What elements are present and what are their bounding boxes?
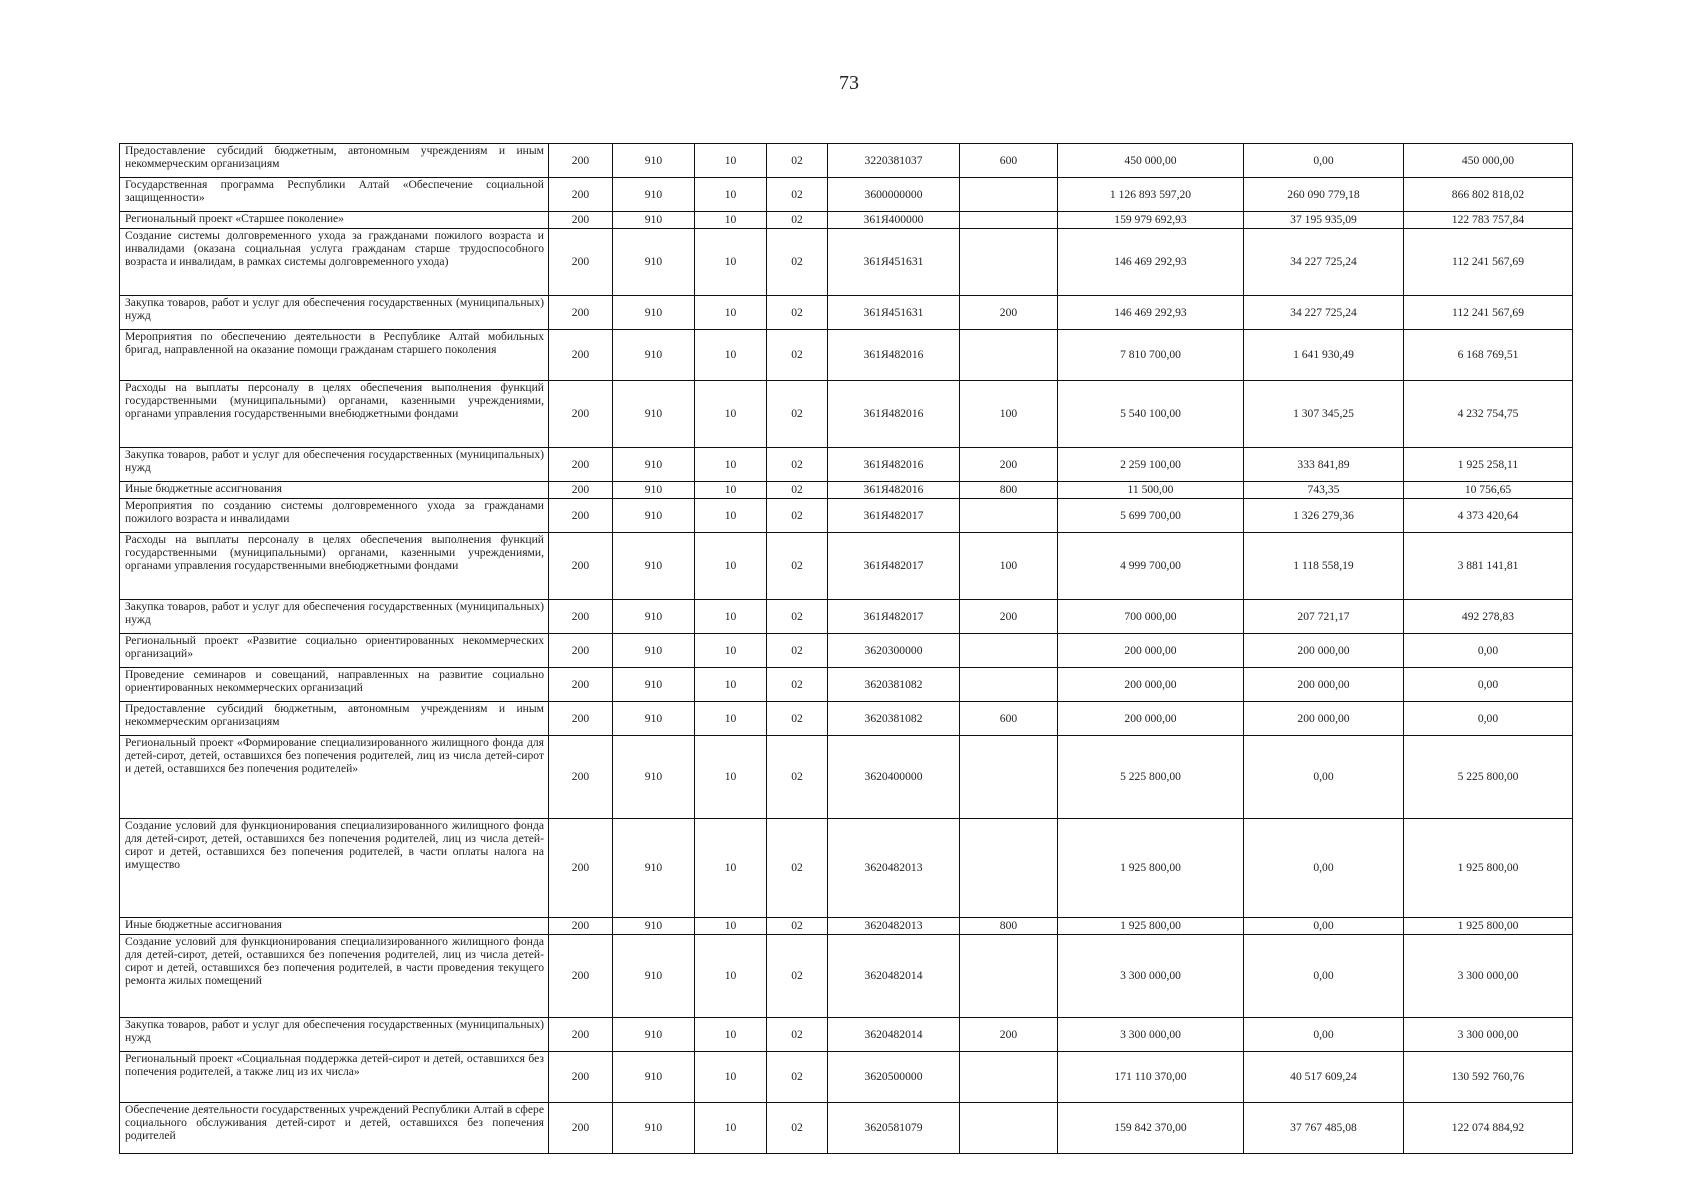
table-row bbox=[120, 482, 1573, 499]
table-row bbox=[120, 296, 1573, 330]
cell-rz: 10 bbox=[695, 600, 767, 634]
cell-csr: 361Я451631 bbox=[828, 296, 960, 330]
cell-vr bbox=[960, 736, 1058, 819]
table-row bbox=[120, 702, 1573, 736]
cell-plan: 5 225 800,00 bbox=[1058, 736, 1244, 819]
cell-exec: 0,00 bbox=[1244, 1018, 1404, 1052]
cell-name: Предоставление субсидий бюджетным, автономным учреждениям и иным некоммерческим организациям bbox=[120, 702, 549, 736]
cell-grbs: 910 bbox=[613, 212, 695, 229]
cell-pr: 02 bbox=[767, 918, 828, 935]
cell-rest: 130 592 760,76 bbox=[1404, 1052, 1573, 1103]
cell-ved: 200 bbox=[549, 600, 613, 634]
cell-vr bbox=[960, 229, 1058, 296]
cell-grbs: 910 bbox=[613, 600, 695, 634]
cell-name: Мероприятия по созданию системы долговременного ухода за гражданами пожилого возраста и инвалидами bbox=[120, 499, 549, 533]
cell-grbs: 910 bbox=[613, 296, 695, 330]
cell-vr bbox=[960, 178, 1058, 212]
cell-ved: 200 bbox=[549, 935, 613, 1018]
table-row bbox=[120, 229, 1573, 296]
cell-grbs: 910 bbox=[613, 229, 695, 296]
cell-pr: 02 bbox=[767, 482, 828, 499]
cell-plan: 5 699 700,00 bbox=[1058, 499, 1244, 533]
cell-rz: 10 bbox=[695, 1052, 767, 1103]
cell-pr: 02 bbox=[767, 330, 828, 381]
table-row bbox=[120, 499, 1573, 533]
table-row bbox=[120, 533, 1573, 600]
cell-vr bbox=[960, 212, 1058, 229]
cell-name: Региональный проект «Старшее поколение» bbox=[120, 212, 549, 229]
cell-pr: 02 bbox=[767, 229, 828, 296]
cell-vr bbox=[960, 1103, 1058, 1154]
cell-exec: 333 841,89 bbox=[1244, 448, 1404, 482]
cell-rz: 10 bbox=[695, 736, 767, 819]
cell-vr: 200 bbox=[960, 448, 1058, 482]
cell-rz: 10 bbox=[695, 499, 767, 533]
cell-csr: 361Я400000 bbox=[828, 212, 960, 229]
cell-rest: 122 074 884,92 bbox=[1404, 1103, 1573, 1154]
cell-plan: 146 469 292,93 bbox=[1058, 229, 1244, 296]
budget-table bbox=[119, 143, 1573, 1154]
cell-rest: 4 373 420,64 bbox=[1404, 499, 1573, 533]
cell-grbs: 910 bbox=[613, 935, 695, 1018]
cell-grbs: 910 bbox=[613, 499, 695, 533]
cell-csr: 3620381082 bbox=[828, 668, 960, 702]
cell-exec: 200 000,00 bbox=[1244, 634, 1404, 668]
cell-csr: 361Я482017 bbox=[828, 499, 960, 533]
cell-vr: 600 bbox=[960, 702, 1058, 736]
cell-rz: 10 bbox=[695, 296, 767, 330]
cell-plan: 4 999 700,00 bbox=[1058, 533, 1244, 600]
cell-grbs: 910 bbox=[613, 381, 695, 448]
cell-exec: 1 307 345,25 bbox=[1244, 381, 1404, 448]
cell-plan: 200 000,00 bbox=[1058, 702, 1244, 736]
cell-plan: 171 110 370,00 bbox=[1058, 1052, 1244, 1103]
cell-ved: 200 bbox=[549, 918, 613, 935]
cell-ved: 200 bbox=[549, 448, 613, 482]
cell-pr: 02 bbox=[767, 212, 828, 229]
cell-exec: 37 195 935,09 bbox=[1244, 212, 1404, 229]
cell-csr: 361Я482017 bbox=[828, 533, 960, 600]
cell-plan: 159 842 370,00 bbox=[1058, 1103, 1244, 1154]
cell-csr: 3620482014 bbox=[828, 1018, 960, 1052]
cell-plan: 7 810 700,00 bbox=[1058, 330, 1244, 381]
cell-name: Иные бюджетные ассигнования bbox=[120, 918, 549, 935]
cell-csr: 3620581079 bbox=[828, 1103, 960, 1154]
cell-pr: 02 bbox=[767, 178, 828, 212]
cell-rest: 1 925 258,11 bbox=[1404, 448, 1573, 482]
cell-rz: 10 bbox=[695, 229, 767, 296]
cell-name: Проведение семинаров и совещаний, направленных на развитие социально ориентированных некоммерческих организаций bbox=[120, 668, 549, 702]
cell-grbs: 910 bbox=[613, 330, 695, 381]
cell-rz: 10 bbox=[695, 1103, 767, 1154]
cell-vr: 800 bbox=[960, 482, 1058, 499]
cell-rz: 10 bbox=[695, 533, 767, 600]
cell-rz: 10 bbox=[695, 448, 767, 482]
cell-plan: 159 979 692,93 bbox=[1058, 212, 1244, 229]
cell-rest: 3 300 000,00 bbox=[1404, 935, 1573, 1018]
cell-grbs: 910 bbox=[613, 819, 695, 918]
table-row bbox=[120, 1103, 1573, 1154]
cell-csr: 361Я482016 bbox=[828, 448, 960, 482]
cell-exec: 260 090 779,18 bbox=[1244, 178, 1404, 212]
cell-plan: 3 300 000,00 bbox=[1058, 935, 1244, 1018]
cell-exec: 0,00 bbox=[1244, 144, 1404, 178]
cell-plan: 200 000,00 bbox=[1058, 668, 1244, 702]
cell-grbs: 910 bbox=[613, 1052, 695, 1103]
cell-grbs: 910 bbox=[613, 668, 695, 702]
cell-plan: 1 925 800,00 bbox=[1058, 918, 1244, 935]
cell-grbs: 910 bbox=[613, 918, 695, 935]
cell-rest: 1 925 800,00 bbox=[1404, 819, 1573, 918]
cell-vr: 200 bbox=[960, 1018, 1058, 1052]
cell-ved: 200 bbox=[549, 381, 613, 448]
cell-csr: 361Я482017 bbox=[828, 600, 960, 634]
cell-pr: 02 bbox=[767, 1103, 828, 1154]
cell-ved: 200 bbox=[549, 1018, 613, 1052]
cell-ved: 200 bbox=[549, 229, 613, 296]
cell-name: Обеспечение деятельности государственных учреждений Республики Алтай в сфере социального обслуживания детей-сирот и детей, оставшихся без попечения родителей bbox=[120, 1103, 549, 1154]
cell-ved: 200 bbox=[549, 1103, 613, 1154]
cell-ved: 200 bbox=[549, 1052, 613, 1103]
cell-rest: 10 756,65 bbox=[1404, 482, 1573, 499]
cell-name: Закупка товаров, работ и услуг для обеспечения государственных (муниципальных) нужд bbox=[120, 448, 549, 482]
cell-exec: 34 227 725,24 bbox=[1244, 229, 1404, 296]
cell-name: Закупка товаров, работ и услуг для обеспечения государственных (муниципальных) нужд bbox=[120, 296, 549, 330]
cell-rz: 10 bbox=[695, 381, 767, 448]
cell-rz: 10 bbox=[695, 482, 767, 499]
cell-pr: 02 bbox=[767, 296, 828, 330]
table-row bbox=[120, 736, 1573, 819]
cell-name: Расходы на выплаты персоналу в целях обеспечения выполнения функций государственными (муниципальными) органами, казенными учреждениями, органами управления государственными внебюджетными фондами bbox=[120, 381, 549, 448]
table-row bbox=[120, 1052, 1573, 1103]
cell-pr: 02 bbox=[767, 634, 828, 668]
cell-exec: 34 227 725,24 bbox=[1244, 296, 1404, 330]
cell-pr: 02 bbox=[767, 935, 828, 1018]
table-row bbox=[120, 1018, 1573, 1052]
cell-grbs: 910 bbox=[613, 736, 695, 819]
cell-ved: 200 bbox=[549, 482, 613, 499]
cell-exec: 743,35 bbox=[1244, 482, 1404, 499]
cell-vr bbox=[960, 935, 1058, 1018]
cell-vr: 100 bbox=[960, 381, 1058, 448]
cell-grbs: 910 bbox=[613, 178, 695, 212]
cell-ved: 200 bbox=[549, 144, 613, 178]
cell-exec: 0,00 bbox=[1244, 819, 1404, 918]
cell-ved: 200 bbox=[549, 212, 613, 229]
cell-plan: 200 000,00 bbox=[1058, 634, 1244, 668]
cell-grbs: 910 bbox=[613, 144, 695, 178]
table-row bbox=[120, 330, 1573, 381]
cell-grbs: 910 bbox=[613, 533, 695, 600]
cell-csr: 3620381082 bbox=[828, 702, 960, 736]
cell-plan: 700 000,00 bbox=[1058, 600, 1244, 634]
cell-exec: 0,00 bbox=[1244, 918, 1404, 935]
cell-rest: 112 241 567,69 bbox=[1404, 296, 1573, 330]
cell-name: Создание условий для функционирования специализированного жилищного фонда для детей-сирот, детей, оставшихся без попечения родителей, лиц из числа детей-сирот и детей, оставшихся без попечения родителей, в части проведения текущего ремонта жилых помещений bbox=[120, 935, 549, 1018]
table-row bbox=[120, 144, 1573, 178]
cell-pr: 02 bbox=[767, 668, 828, 702]
cell-rest: 492 278,83 bbox=[1404, 600, 1573, 634]
cell-rz: 10 bbox=[695, 668, 767, 702]
cell-name: Иные бюджетные ассигнования bbox=[120, 482, 549, 499]
table-row bbox=[120, 819, 1573, 918]
cell-rest: 0,00 bbox=[1404, 634, 1573, 668]
table-row bbox=[120, 935, 1573, 1018]
cell-name: Региональный проект «Развитие социально ориентированных некоммерческих организаций» bbox=[120, 634, 549, 668]
cell-grbs: 910 bbox=[613, 634, 695, 668]
cell-rest: 112 241 567,69 bbox=[1404, 229, 1573, 296]
cell-plan: 3 300 000,00 bbox=[1058, 1018, 1244, 1052]
cell-rest: 0,00 bbox=[1404, 668, 1573, 702]
cell-vr bbox=[960, 330, 1058, 381]
cell-name: Создание системы долговременного ухода за гражданами пожилого возраста и инвалидами (оказана социальная услуга гражданам старше трудоспособного возраста и инвалидам, в рамках системы долговременного ухода) bbox=[120, 229, 549, 296]
cell-rest: 6 168 769,51 bbox=[1404, 330, 1573, 381]
cell-pr: 02 bbox=[767, 702, 828, 736]
cell-name: Закупка товаров, работ и услуг для обеспечения государственных (муниципальных) нужд bbox=[120, 600, 549, 634]
cell-pr: 02 bbox=[767, 499, 828, 533]
cell-ved: 200 bbox=[549, 702, 613, 736]
table-row bbox=[120, 448, 1573, 482]
cell-plan: 1 126 893 597,20 bbox=[1058, 178, 1244, 212]
cell-vr bbox=[960, 819, 1058, 918]
cell-exec: 200 000,00 bbox=[1244, 702, 1404, 736]
cell-exec: 200 000,00 bbox=[1244, 668, 1404, 702]
cell-name: Предоставление субсидий бюджетным, автономным учреждениям и иным некоммерческим организациям bbox=[120, 144, 549, 178]
cell-plan: 11 500,00 bbox=[1058, 482, 1244, 499]
cell-vr bbox=[960, 1052, 1058, 1103]
cell-vr: 200 bbox=[960, 296, 1058, 330]
cell-ved: 200 bbox=[549, 533, 613, 600]
cell-vr: 200 bbox=[960, 600, 1058, 634]
cell-exec: 1 326 279,36 bbox=[1244, 499, 1404, 533]
cell-grbs: 910 bbox=[613, 702, 695, 736]
cell-plan: 1 925 800,00 bbox=[1058, 819, 1244, 918]
cell-pr: 02 bbox=[767, 736, 828, 819]
cell-ved: 200 bbox=[549, 736, 613, 819]
cell-pr: 02 bbox=[767, 819, 828, 918]
cell-rest: 450 000,00 bbox=[1404, 144, 1573, 178]
cell-vr bbox=[960, 634, 1058, 668]
cell-grbs: 910 bbox=[613, 448, 695, 482]
cell-exec: 37 767 485,08 bbox=[1244, 1103, 1404, 1154]
cell-exec: 1 641 930,49 bbox=[1244, 330, 1404, 381]
table-row bbox=[120, 178, 1573, 212]
cell-rest: 866 802 818,02 bbox=[1404, 178, 1573, 212]
cell-csr: 3620300000 bbox=[828, 634, 960, 668]
cell-ved: 200 bbox=[549, 668, 613, 702]
cell-rz: 10 bbox=[695, 212, 767, 229]
cell-rz: 10 bbox=[695, 819, 767, 918]
cell-csr: 3620482013 bbox=[828, 819, 960, 918]
cell-grbs: 910 bbox=[613, 482, 695, 499]
cell-csr: 361Я482016 bbox=[828, 381, 960, 448]
cell-name: Государственная программа Республики Алтай «Обеспечение социальной защищенности» bbox=[120, 178, 549, 212]
table-row bbox=[120, 381, 1573, 448]
cell-exec: 0,00 bbox=[1244, 935, 1404, 1018]
cell-rz: 10 bbox=[695, 702, 767, 736]
cell-exec: 207 721,17 bbox=[1244, 600, 1404, 634]
cell-rest: 4 232 754,75 bbox=[1404, 381, 1573, 448]
cell-name: Мероприятия по обеспечению деятельности в Республике Алтай мобильных бригад, направленной на оказание помощи гражданам старшего поколения bbox=[120, 330, 549, 381]
cell-pr: 02 bbox=[767, 144, 828, 178]
cell-grbs: 910 bbox=[613, 1103, 695, 1154]
cell-vr bbox=[960, 499, 1058, 533]
cell-rz: 10 bbox=[695, 1018, 767, 1052]
cell-rz: 10 bbox=[695, 178, 767, 212]
cell-csr: 3620500000 bbox=[828, 1052, 960, 1103]
cell-ved: 200 bbox=[549, 499, 613, 533]
cell-rest: 3 881 141,81 bbox=[1404, 533, 1573, 600]
cell-csr: 361Я482016 bbox=[828, 482, 960, 499]
cell-rest: 5 225 800,00 bbox=[1404, 736, 1573, 819]
cell-ved: 200 bbox=[549, 634, 613, 668]
cell-name: Расходы на выплаты персоналу в целях обеспечения выполнения функций государственными (муниципальными) органами, казенными учреждениями, органами управления государственными внебюджетными фондами bbox=[120, 533, 549, 600]
cell-rz: 10 bbox=[695, 144, 767, 178]
cell-rest: 122 783 757,84 bbox=[1404, 212, 1573, 229]
cell-csr: 3620482013 bbox=[828, 918, 960, 935]
cell-pr: 02 bbox=[767, 600, 828, 634]
table-row bbox=[120, 600, 1573, 634]
cell-vr: 800 bbox=[960, 918, 1058, 935]
cell-name: Создание условий для функционирования специализированного жилищного фонда для детей-сирот, детей, оставшихся без попечения родителей, лиц из числа детей-сирот и детей, оставшихся без попечения родителей, в части оплаты налога на имущество bbox=[120, 819, 549, 918]
cell-ved: 200 bbox=[549, 178, 613, 212]
cell-plan: 450 000,00 bbox=[1058, 144, 1244, 178]
cell-exec: 1 118 558,19 bbox=[1244, 533, 1404, 600]
cell-ved: 200 bbox=[549, 330, 613, 381]
page-number: 73 bbox=[839, 72, 859, 94]
cell-exec: 0,00 bbox=[1244, 736, 1404, 819]
cell-name: Региональный проект «Социальная поддержка детей-сирот и детей, оставшихся без попечения родителей, а также лиц из их числа» bbox=[120, 1052, 549, 1103]
cell-plan: 146 469 292,93 bbox=[1058, 296, 1244, 330]
cell-rest: 1 925 800,00 bbox=[1404, 918, 1573, 935]
cell-pr: 02 bbox=[767, 1052, 828, 1103]
cell-rz: 10 bbox=[695, 634, 767, 668]
cell-name: Региональный проект «Формирование специализированного жилищного фонда для детей-сирот, детей, оставшихся без попечения родителей, лиц из числа детей-сирот и детей, оставшихся без попечения родителей» bbox=[120, 736, 549, 819]
cell-csr: 3620482014 bbox=[828, 935, 960, 1018]
cell-plan: 5 540 100,00 bbox=[1058, 381, 1244, 448]
cell-ved: 200 bbox=[549, 819, 613, 918]
cell-vr: 100 bbox=[960, 533, 1058, 600]
cell-rz: 10 bbox=[695, 935, 767, 1018]
cell-vr: 600 bbox=[960, 144, 1058, 178]
cell-vr bbox=[960, 668, 1058, 702]
cell-exec: 40 517 609,24 bbox=[1244, 1052, 1404, 1103]
cell-name: Закупка товаров, работ и услуг для обеспечения государственных (муниципальных) нужд bbox=[120, 1018, 549, 1052]
cell-pr: 02 bbox=[767, 381, 828, 448]
table-row bbox=[120, 634, 1573, 668]
cell-csr: 361Я482016 bbox=[828, 330, 960, 381]
cell-pr: 02 bbox=[767, 448, 828, 482]
cell-ved: 200 bbox=[549, 296, 613, 330]
cell-csr: 361Я451631 bbox=[828, 229, 960, 296]
cell-csr: 3600000000 bbox=[828, 178, 960, 212]
table-row bbox=[120, 668, 1573, 702]
cell-csr: 3620400000 bbox=[828, 736, 960, 819]
cell-rest: 0,00 bbox=[1404, 702, 1573, 736]
cell-pr: 02 bbox=[767, 533, 828, 600]
cell-rest: 3 300 000,00 bbox=[1404, 1018, 1573, 1052]
cell-grbs: 910 bbox=[613, 1018, 695, 1052]
cell-pr: 02 bbox=[767, 1018, 828, 1052]
cell-csr: 3220381037 bbox=[828, 144, 960, 178]
table-row bbox=[120, 918, 1573, 935]
table-row bbox=[120, 212, 1573, 229]
cell-rz: 10 bbox=[695, 330, 767, 381]
cell-plan: 2 259 100,00 bbox=[1058, 448, 1244, 482]
cell-rz: 10 bbox=[695, 918, 767, 935]
